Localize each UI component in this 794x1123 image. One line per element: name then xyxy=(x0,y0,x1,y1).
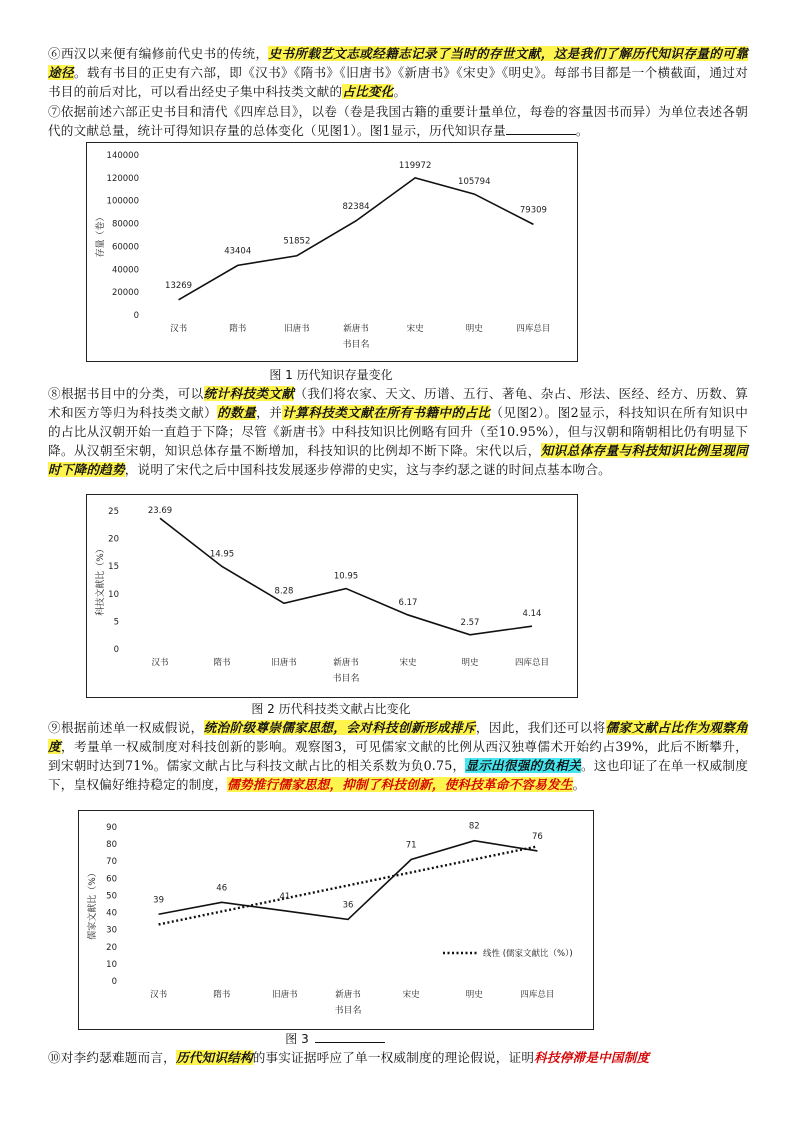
fig3-xtick-label: 汉书 xyxy=(150,990,168,1000)
fig2-xtick-label: 旧唐书 xyxy=(271,658,297,668)
p9-text-2: ，因此，我们还可以将 xyxy=(475,720,606,735)
p8-highlight-1: 统计科技类文献 xyxy=(203,386,295,401)
fig1-ytick-label: 0 xyxy=(133,311,139,321)
p9-text-1: ⑨根据前述单一权威假说， xyxy=(48,720,204,735)
fig1-data-label: 43404 xyxy=(224,246,252,257)
fig3-ytick-label: 70 xyxy=(106,857,117,868)
fig2-ytick-label: 5 xyxy=(113,617,119,628)
fig3-yaxis-title: 儒家文献比（%） xyxy=(88,868,98,940)
fig2-xaxis-title: 书目名 xyxy=(332,674,360,684)
fig1-data-label: 79309 xyxy=(519,205,547,216)
paragraph-7 xyxy=(48,102,748,140)
figure-2-svg xyxy=(87,495,577,697)
fig2-data-label: 2.57 xyxy=(460,617,480,628)
figure-3-chart xyxy=(78,810,594,1030)
figure-3-title-blank[interactable] xyxy=(315,1031,385,1043)
p8-text-5: ，说明了宋代之后中国科技发展逐步停滞的史实，这与李约瑟之谜的时间点基本吻合。 xyxy=(124,462,611,477)
answer-blank[interactable] xyxy=(506,123,576,135)
fig3-ytick-label: 40 xyxy=(106,908,117,919)
fig2-data-label: 10.95 xyxy=(333,571,359,582)
fig2-ytick-label: 25 xyxy=(108,507,119,517)
paragraph-6 xyxy=(48,44,748,101)
figure-1-svg xyxy=(87,143,577,361)
p9-text-4: 。这也印证了在单一权威制度下，皇权偏好维持稳定的制度， xyxy=(48,758,748,792)
fig3-xaxis-title: 书目名 xyxy=(334,1006,362,1016)
fig3-data-label: 46 xyxy=(216,883,228,894)
fig2-xtick-label: 明史 xyxy=(461,658,479,668)
p10-highlight-1: 历代知识结构 xyxy=(175,1050,253,1065)
fig1-xtick-label: 旧唐书 xyxy=(284,324,310,334)
fig1-yaxis-title: 存量（卷） xyxy=(96,212,106,258)
fig3-data-label: 71 xyxy=(405,840,417,851)
fig2-xtick-label: 汉书 xyxy=(151,658,169,668)
fig3-data-label: 41 xyxy=(279,891,291,902)
fig3-ytick-label: 60 xyxy=(106,874,117,885)
fig1-xtick-label: 隋书 xyxy=(229,324,247,334)
p8-text-3: ，并 xyxy=(256,405,283,420)
fig3-data-label: 82 xyxy=(468,821,480,832)
fig1-ytick-label: 80000 xyxy=(111,219,139,230)
fig1-ytick-label: 40000 xyxy=(111,265,139,276)
fig1-series-line xyxy=(179,178,534,300)
p8-highlight-2: 的数量 xyxy=(217,405,257,420)
p10-text-1: ⑩对李约瑟难题而言， xyxy=(48,1050,176,1065)
fig1-ytick-label: 140000 xyxy=(106,151,139,161)
fig2-xtick-label: 隋书 xyxy=(213,658,231,668)
p10-text-2: 的事实证据呼应了单一权威制度的理论假说，证明 xyxy=(252,1050,535,1065)
fig3-xtick-label: 明史 xyxy=(465,990,483,1000)
p9-highlight-1: 统治阶级尊崇儒家思想，会对科技创新形成排斥 xyxy=(203,720,476,735)
fig1-xtick-label: 宋史 xyxy=(406,324,424,334)
fig3-xtick-label: 新唐书 xyxy=(335,990,361,1000)
p7-text-1: ⑦依据前述六部正史书目和清代《四库总目》，以卷（卷是我国古籍的重要计量单位，每卷的容量因书而异）为单位表述各朝代的文献总量，统计可得知识存量的总体变化（见图1）。图1显示，历代知识存量 xyxy=(48,104,748,138)
fig2-xtick-label: 宋史 xyxy=(399,658,417,668)
fig3-ytick-label: 0 xyxy=(111,977,117,987)
p6-text-2: 。载有书目的正史有六部，即《汉书》《隋书》《旧唐书》《新唐书》《宋史》《明史》。每部书目都是一个横截面，通过对书目的前后对比，可以看出经史子集中科技类文献的 xyxy=(48,65,749,99)
fig3-legend-label: 线性 (儒家文献比（%）) xyxy=(483,949,573,959)
p6-highlight-1: 史书所载艺文志或经籍志记录了当时的存世文献，这是我们了解历代知识存量的可靠途径 xyxy=(48,46,748,80)
p6-text-3: 。 xyxy=(393,84,407,99)
figure-2-caption: 图 2 历代科技类文献占比变化 xyxy=(251,702,411,716)
fig3-data-label: 39 xyxy=(153,895,164,906)
p7-text-2: 。 xyxy=(575,123,589,138)
fig2-ytick-label: 20 xyxy=(108,534,119,545)
fig1-data-label: 105794 xyxy=(458,177,491,188)
paragraph-8 xyxy=(48,384,748,479)
figure-1-chart xyxy=(86,142,578,362)
figure-3-svg xyxy=(79,811,593,1029)
p9-text-5: 。 xyxy=(572,777,586,792)
fig1-ytick-label: 120000 xyxy=(106,173,139,184)
fig1-ytick-label: 60000 xyxy=(111,242,139,253)
fig2-ytick-label: 10 xyxy=(108,589,119,600)
fig3-ytick-label: 20 xyxy=(106,942,117,953)
fig3-ytick-label: 30 xyxy=(106,925,117,936)
p9-highlight-3: 显示出很强的负相关 xyxy=(465,758,581,773)
p8-highlight-4: 知识总体存量与科技知识比例呈现同时下降的趋势 xyxy=(48,443,749,477)
fig1-data-label: 13269 xyxy=(165,280,193,291)
paragraph-10 xyxy=(48,1048,748,1067)
p8-text-1: ⑧根据书目中的分类，可以 xyxy=(48,386,204,401)
p9-highlight-2: 儒家文献占比作为观察角度 xyxy=(48,720,749,754)
fig2-data-label: 14.95 xyxy=(209,549,235,560)
fig3-ytick-label: 80 xyxy=(106,840,117,851)
fig3-ytick-label: 90 xyxy=(106,823,117,833)
fig3-xtick-label: 旧唐书 xyxy=(272,990,298,1000)
fig1-xaxis-title: 书目名 xyxy=(342,340,370,350)
p6-highlight-2: 占比变化 xyxy=(342,84,394,99)
fig1-xtick-label: 四库总目 xyxy=(516,324,551,334)
paragraph-9 xyxy=(48,718,748,794)
fig3-xtick-label: 四库总目 xyxy=(520,990,555,1000)
fig3-data-label: 76 xyxy=(532,831,543,842)
fig3-xtick-label: 隋书 xyxy=(213,990,231,1000)
fig1-data-label: 119972 xyxy=(398,160,432,171)
p8-text-4: （见图2）。图2显示，科技知识在所有知识中的占比从汉朝开始一直趋于下降；尽管《新唐书》中科技知识比例略有回升（至10.95%），但与汉朝和隋朝相比仍有明显下降。从汉朝至宋朝，知识总体存量不断增加，科技知识的比例却不断下降。宋代以后， xyxy=(48,405,748,458)
fig2-data-label: 6.17 xyxy=(398,597,418,608)
p6-text-1: ⑥西汉以来便有编修前代史书的传统， xyxy=(48,46,269,61)
p8-highlight-3: 计算科技类文献在所有书籍中的占比 xyxy=(282,405,491,420)
fig2-xtick-label: 新唐书 xyxy=(333,658,359,668)
fig3-ytick-label: 50 xyxy=(106,891,117,902)
p9-text-3: ，考量单一权威制度对科技创新的影响。观察图3，可见儒家文献的比例从西汉独尊儒术开始约占39%，此后不断攀升，到宋朝时达到71%。儒家文献占比与科技文献占比的相关系数为负0.75， xyxy=(48,739,748,773)
fig1-xtick-label: 汉书 xyxy=(170,324,188,334)
fig3-xtick-label: 宋史 xyxy=(402,990,420,1000)
figure-3-caption-text: 图 3 xyxy=(285,1032,309,1046)
fig1-ytick-label: 100000 xyxy=(106,196,139,207)
p9-highlight-4: 儒势推行儒家思想，抑制了科技创新，使科技革命不容易发生 xyxy=(227,777,573,792)
fig2-ytick-label: 0 xyxy=(113,645,119,655)
fig1-xtick-label: 新唐书 xyxy=(343,324,369,334)
fig2-data-label: 4.14 xyxy=(522,609,542,620)
fig2-ytick-label: 15 xyxy=(108,562,119,573)
fig1-data-label: 82384 xyxy=(342,201,370,212)
fig3-data-label: 36 xyxy=(342,900,354,911)
fig1-xtick-label: 明史 xyxy=(465,324,483,334)
fig2-data-label: 23.69 xyxy=(147,506,173,517)
fig1-data-label: 51852 xyxy=(283,236,311,247)
fig1-ytick-label: 20000 xyxy=(111,288,139,299)
fig2-yaxis-title: 科技文献比（%） xyxy=(96,544,106,616)
fig3-ytick-label: 10 xyxy=(106,959,117,970)
figure-1-caption: 图 1 历代知识存量变化 xyxy=(269,368,393,382)
fig2-xtick-label: 四库总目 xyxy=(514,658,550,668)
fig2-data-label: 8.28 xyxy=(274,586,294,597)
p8-text-2: （我们将农家、天文、历谱、五行、著龟、杂占、形法、医经、经方、历数、算术和医方等归为科技类文献） xyxy=(48,386,748,420)
figure-2-chart xyxy=(86,494,578,698)
figure-3-caption xyxy=(78,1030,592,1047)
p10-highlight-2: 科技停滞是中国制度 xyxy=(534,1050,650,1065)
